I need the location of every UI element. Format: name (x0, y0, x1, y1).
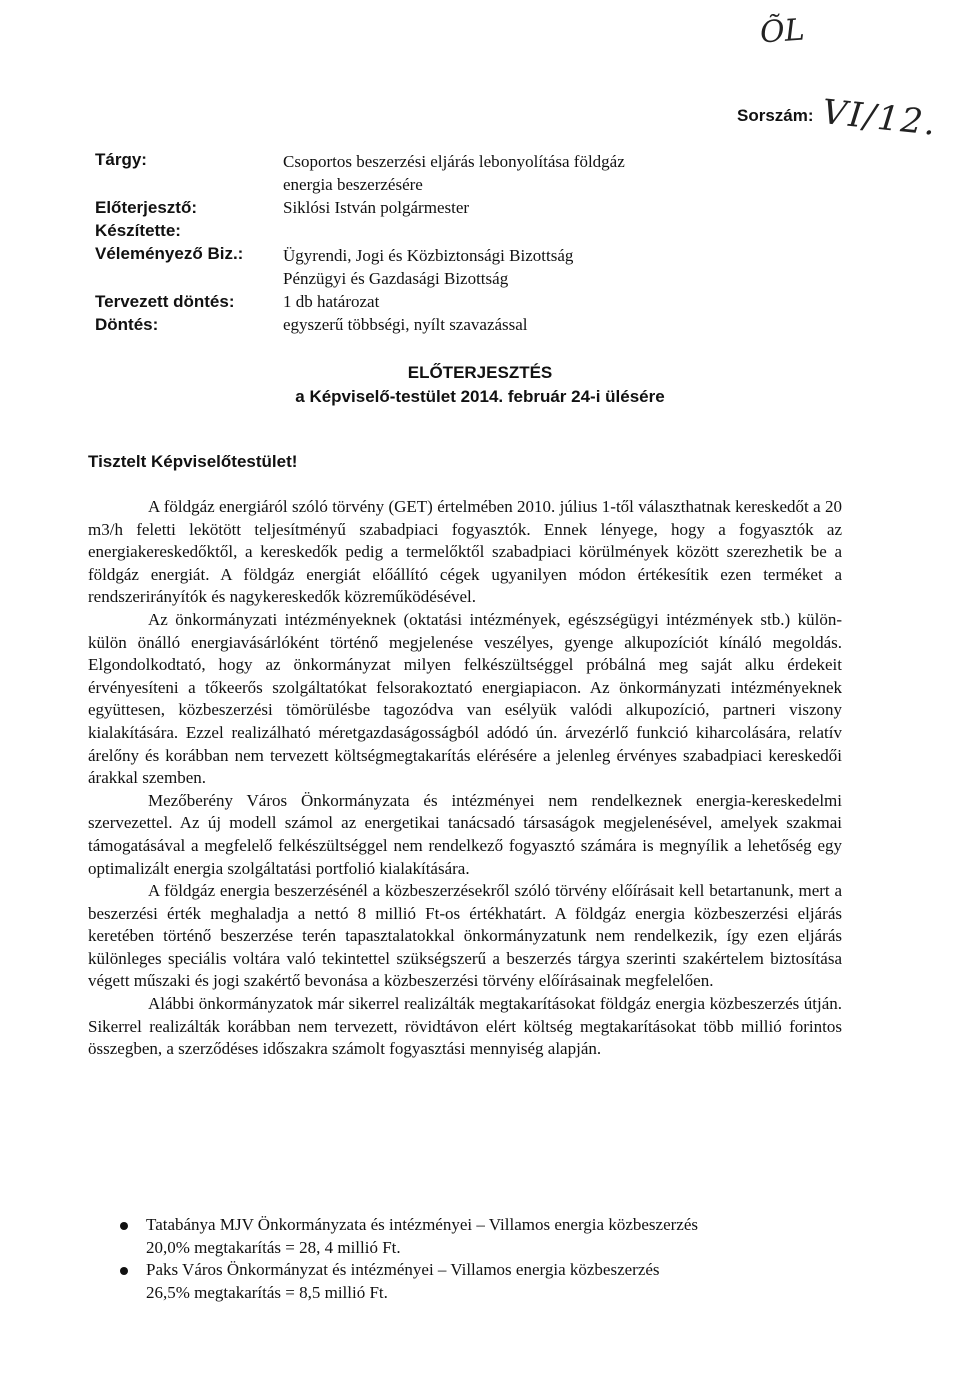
salutation: Tisztelt Képviselőtestület! (88, 452, 298, 471)
meta-value-dontes: egyszerű többségi, nyílt szavazással (283, 315, 528, 334)
meta-value-targy-line1: Csoportos beszerzési eljárás lebonyolítása földgáz (283, 152, 625, 171)
meta-label-dontes: Döntés: (95, 315, 159, 334)
body-text (88, 496, 842, 1061)
list-item-line2: 20,0% megtakarítás = 28, 4 millió Ft. (146, 1237, 401, 1257)
meta-value-velemenyezo-line2: Pénzügyi és Gazdasági Bizottság (283, 269, 509, 288)
paragraph: Alábbi önkormányzatok már sikerrel realizálták megtakarításokat földgáz energia közbeszerzés útján. Sikerrel realizálták korábban nem tervezett, rövidtávon elért költség megtakarításokat több millió forintos összegben, a szerződéses időszakra számolt fogyasztási mennyiség alapján. (88, 994, 842, 1059)
bullet-icon (120, 1267, 128, 1275)
meta-value-tervezett-dontes: 1 db határozat (283, 292, 380, 311)
list-item-line2: 26,5% megtakarítás = 8,5 millió Ft. (146, 1282, 388, 1302)
document-title: ELŐTERJESZTÉS (407, 363, 553, 382)
meta-value-eloterjeszto: Siklósi István polgármester (283, 198, 470, 217)
sorszam-label: Sorszám: (737, 106, 814, 125)
list-item (120, 1259, 840, 1304)
meta-label-targy: Tárgy: (95, 150, 147, 169)
meta-label-eloterjeszto: Előterjesztő: (95, 198, 198, 217)
savings-list (120, 1214, 840, 1304)
meta-label-keszitette: Készítette: (95, 221, 181, 240)
meta-label-tervezett-dontes: Tervezett döntés: (95, 292, 235, 311)
paragraph: Mezőberény Város Önkormányzata és intézményei nem rendelkeznek energia-kereskedelmi szervezettel. Az új modell számol az energetikai tanácsadó társaságok megjelenésével, amelyek szakmai támogatásával a megfelelő felkészültséggel nem rendelkező fogyasztó számára is megnyílik a lehetőség egy optimalizált energia szolgáltatási portfolió kialakítására. (88, 790, 842, 878)
meta-value-targy-line2: energia beszerzésére (283, 175, 423, 194)
paragraph: A földgáz energiáról szóló törvény (GET) értelmében 2010. július 1-től választhatnak kereskedőt a 20 m3/h feletti lekötött teljesítményű szabadpiaci fogyasztók. Ennek lényege, hogy a fogyasztók az energiakereskedőktől, a kereskedők pedig a termelőktől szabadpiaci körülmények között szerezhetik be a földgáz energiát. A földgáz energiát előállító cégek ugyanilyen módon értékesítik ezen terméket a rendszerirányítók és nagykereskedők közreműködésével. (88, 497, 842, 607)
list-item-line1: Paks Város Önkormányzat és intézményei – Villamos energia közbeszerzés (146, 1260, 660, 1280)
paragraph: Az önkormányzati intézményeknek (oktatási intézmények, egészségügyi intézmények stb.) külön-külön önálló energiavásárlóként történő megjelenése veszélyes, gyenge alkupozíciót kínáló megoldás. Elgondolkodtató, hogy az önkormányzat milyen felkészültséggel próbálná meg saját alku érdekeit érvényesíteni a tőkeerős szolgáltatókat felsorakoztató energiapiacon. Az önkormányzati intézményeknek együttesen, közbeszerzési tömörülésbe tagozódva van esélyük valódi alkupozíció, partneri viszony kialakítására. Ezzel realizálható méretgazdaságosságból adódó ún. árvezérlő funkció kiharcolására, relatív árelőny és korábban nem tervezett költségmegtakarítás elérésére a jelenleg érvényes szabadpiaci kereskedői árakkal szemben. (88, 609, 842, 788)
meta-label-velemenyezo: Véleményező Biz.: (95, 244, 244, 263)
document-subtitle: a Képviselő-testület 2014. február 24-i ülésére (295, 387, 665, 406)
handwritten-corner-mark: ÕL (758, 12, 806, 51)
bullet-icon (120, 1222, 128, 1230)
sorszam-handwritten-value: VI/12. (820, 92, 940, 144)
list-item-line1: Tatabánya MJV Önkormányzata és intézményei – Villamos energia közbeszerzés (146, 1215, 698, 1234)
list-item (120, 1214, 840, 1259)
paragraph: A földgáz energia beszerzésénél a közbeszerzésekről szóló törvény előírásait kell betartanunk, mert a beszerzési érték meghaladja a nettó 8 millió Ft-os értékhatárt. A földgáz energia közbeszerzési eljárás keretében történő beszerzése terén tapasztalatokkal önkormányzatunk nem rendelkezik, így ezen eljárás különleges speciális voltára való tekintettel szükségszerű a beszerzés tárgya szerinti szakértelem biztosítása végett műszaki és jogi szakértő bevonása a közbeszerzési törvény előírásainak megfelelően. (88, 881, 842, 991)
meta-value-velemenyezo-line1: Ügyrendi, Jogi és Közbiztonsági Bizottság (283, 246, 574, 265)
